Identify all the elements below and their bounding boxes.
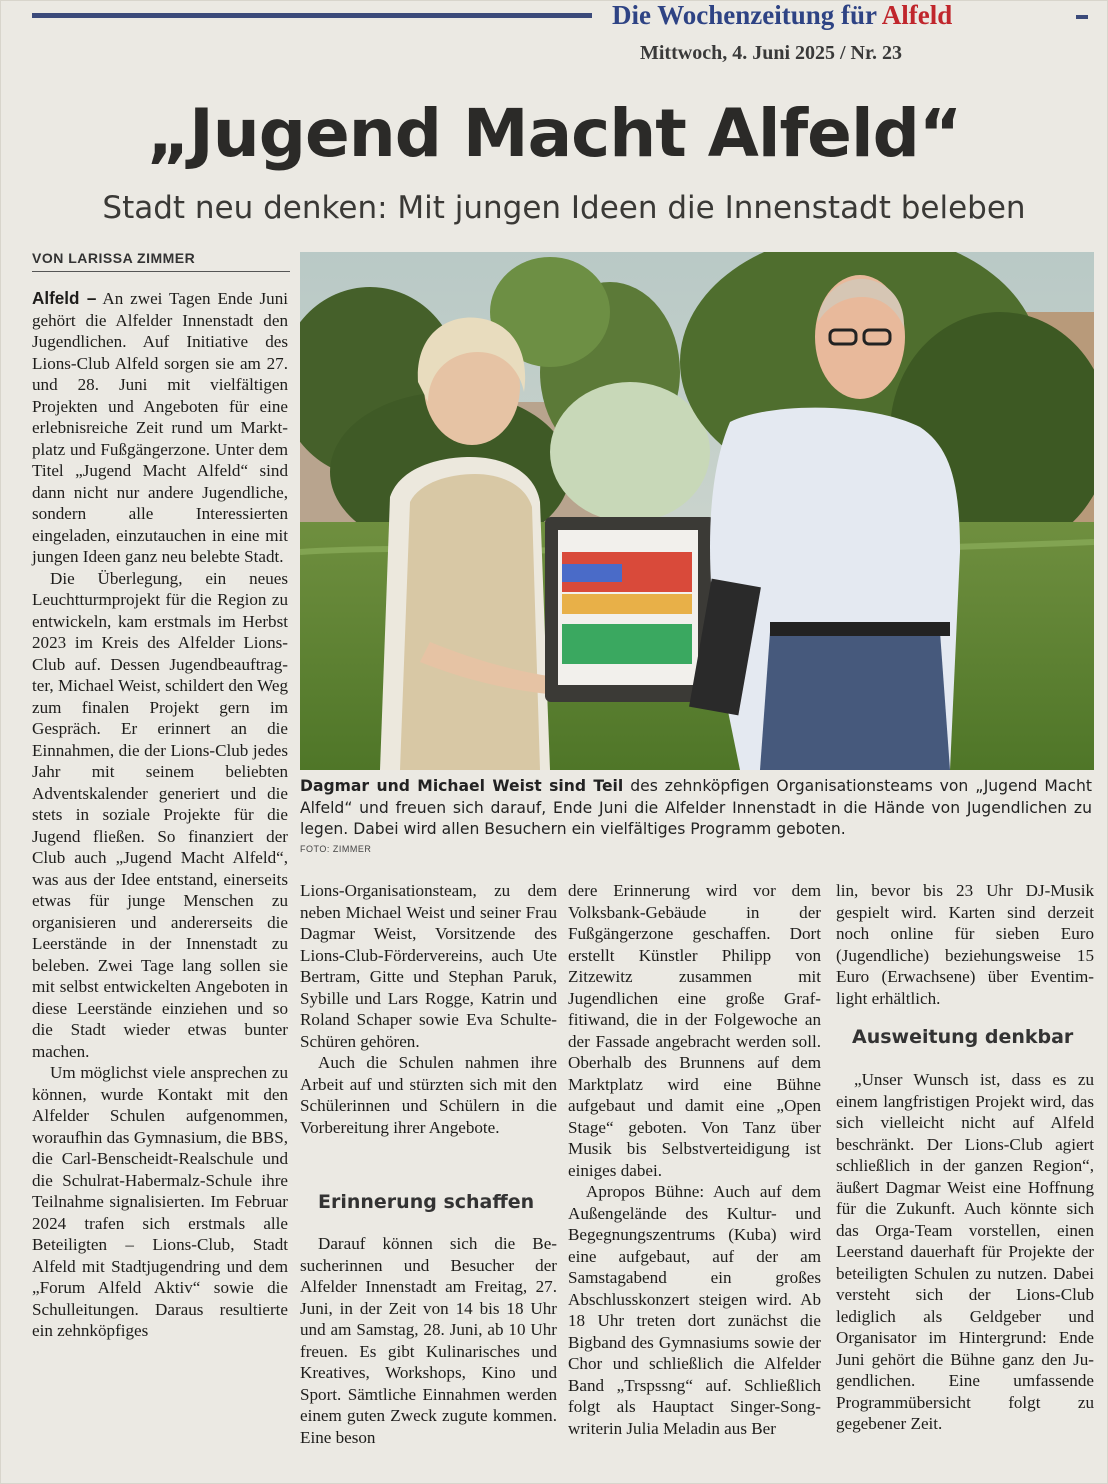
issue-date: Mittwoch, 4. Juni 2025 (640, 42, 835, 64)
masthead (612, 0, 1052, 36)
photo-caption (300, 776, 1092, 841)
masthead-town: Alfeld (881, 0, 953, 30)
caption-text: des zehnköpfigen Organisationsteams von „Jugend Macht Alfeld“ und freuen sich darauf, Ende Juni die Alfelder Innenstadt in die Hände von Jugendlichen zu legen. Dabei wird allen Besuchern ein vielfältiges Programm geboten. (300, 777, 1092, 838)
masthead-title: Die Wochenzeitung für (612, 0, 877, 30)
byline: VON LARISSA ZIMMER (32, 250, 290, 272)
article-paragraph: Auch die Schulen nahmen ihre Arbeit auf und stürzten sich mit den Schülerinnen und Schülern in die Vorbereitung ihrer Angebote. (300, 1053, 557, 1137)
article-column-2 (300, 880, 557, 1138)
article-paragraph: dere Erinnerung wird vor dem Volksbank-Gebäude in der Fußgängerzone geschaffen. Dort erstellt Künstler Philipp von Zitzewitz zusammen mit Jugendlichen eine große Graffitiwand, die in der Folgewoche an der Fassade angebracht werden soll. Oberhalb des Brunnens auf dem Marktplatz wird eine Bühne aufgebaut und damit eine „Open Stage“ geboten. Von Tanz über Musik bis Selbstverteidigung ist einiges dabei. (568, 881, 821, 1180)
dateline (640, 42, 1060, 65)
article-column-4 (836, 880, 1094, 1009)
caption-lead: Dagmar und Michael Weist sind Teil (300, 777, 624, 795)
article-column-2-continued (300, 1233, 557, 1448)
subheading-ausweitung: Ausweitung denkbar (852, 1026, 1074, 1048)
article-paragraph: Um möglichst viele ansprechen zu können, wurde Kontakt mit den Alfelder Schulen aufgenommen, woraufhin das Gymnasium, die BBS, die Carl-Benscheidt-Realschule und die Schulrat-Habermalz-Schule ihre Teilnahme signalisierten. Im Februar 2024 trafen sich erstmals alle Beteiligten – Lions-Club, Stadt Alfeld mit Stadtjugendring und dem „Forum Alfeld Aktiv“ sowie die Schulleitungen. Daraus resultierte ein zehnköpfiges (32, 1063, 288, 1340)
subheading-erinnerung: Erinnerung schaffen (318, 1191, 535, 1213)
article-paragraph: lin, bevor bis 23 Uhr DJ-Musik gespielt wird. Karten sind derzeit noch online für sieben Euro (Jugendliche) beziehungsweise 15 Euro (Erwachsene) über Eventim-light erhältlich. (836, 881, 1094, 1008)
article-paragraph: Darauf können sich die Besucherinnen und Besucher der Alfelder Innenstadt am Freitag, 27. Juni, in der Zeit von 14 bis 18 Uhr und am Samstag, 28. Juni, ab 10 Uhr freuen. Es gibt Kulinarisches und Kreatives, Workshops, Kino und Sport. Sämtliche Einnahmen werden einem guten Zweck zugute kommen. Eine beson (300, 1234, 557, 1447)
dateline-place: Alfeld – (32, 289, 97, 308)
article-paragraph: „Unser Wunsch ist, dass es zu einem langfristigen Projekt wird, das sich vielleicht nicht auf Alfeld beschränkt. Der Lions-Club agiert schließlich in der ganzen Region“, äußert Dagmar Weist eine Hoffnung für die Zukunft. Auch könnte sich das Orga-Team vorstellen, einen Leerstand dauerhaft für Projekte der beteiligten Schulen zu nutzen. Dabei versteht sich der Lions-Club lediglich als Geldgeber und Organisator im Hintergrund: Ende Juni gehört die Bühne ganz den Jugendlichen. Eine umfassende Programmübersicht folgt zu gegebener Zeit. (836, 1070, 1094, 1433)
article-paragraph: Apropos Bühne: Auch auf dem Außengelände des Kultur- und Begegnungszentrums (Kuba) wird eine aufgebaut, auf der am Samstagabend ein großes Abschlusskonzert steigen wird. Ab 18 Uhr treten dort zunächst die Bigband des Gymnasiums sowie der Chor und schließlich die Alfelder Band „Trspssng“ auf. Schließlich folgt als Hauptact Singer-Songwriterin Julia Meladin aus Ber (568, 1182, 821, 1438)
article-column-1 (32, 288, 288, 1342)
masthead-dash (1076, 15, 1088, 19)
subheadline: Stadt neu denken: Mit jungen Ideen die Innenstadt beleben (102, 190, 1026, 226)
headline: „Jugend Macht Alfeld“ (146, 95, 962, 172)
article-column-3 (568, 880, 821, 1439)
paragraph-text: An zwei Tagen Ende Juni gehört die Alfelder Innenstadt den Jugendlichen. Auf Initiative des Lions-Club Alfeld sorgen sie am 27. und 28. Juni mit vielfältigen Projekten und Angeboten für eine erlebnisreiche Zeit rund um Marktplatz und Fußgängerzone. Unter dem Titel „Jugend Macht Alfeld“ sind dann nicht nur andere Jugendliche, sondern alle Interessierten eingeladen, einzutauchen in eine mit jungen Ideen ganz neu belebte Stadt. (32, 289, 288, 566)
article-paragraph: Lions-Organisationsteam, zu dem neben Michael Weist und seiner Frau Dagmar Weist, Vorsitzende des Lions-Club-Fördervereins, auch Ute Bertram, Gitte und Stephan Paruk, Sybille und Lars Rogge, Katrin und Roland Schaper sowie Eva Schulte-Schüren gehören. (300, 881, 557, 1051)
article-photo (300, 252, 1094, 770)
article-paragraph: Die Überlegung, ein neues Leuchtturmprojekt für die Region zu entwickeln, kam erstmals im Herbst 2023 im Kreis des Alfelder Lions-Club auf. Dessen Jugendbeauftragter, Michael Weist, schildert den Weg zum finalen Projekt gern im Gespräch. Er erinnert an die Einnahmen, die der Lions-Club jedes Jahr mit seinem beliebten Adventskalender generiert und die stets in soziale Projekte für die Jugend fließen. So finanziert der Club auch „Jugend Macht Alfeld“, was aus der Idee entstand, einerseits etwas für junge Menschen zu organisieren und andererseits die Leerstände in der Innenstadt zu beleben. Zwei Tage lang sollen sie mit selbst entwickelten Angeboten in diese Leerstände einziehen und so die Stadt wieder etwas bunter machen. (32, 568, 288, 1061)
masthead-rule (32, 13, 592, 18)
article-paragraph (32, 288, 288, 568)
photo-credit: FOTO: ZIMMER (300, 844, 372, 854)
issue-number: / Nr. 23 (840, 42, 903, 64)
article-column-4-continued (836, 1069, 1094, 1435)
